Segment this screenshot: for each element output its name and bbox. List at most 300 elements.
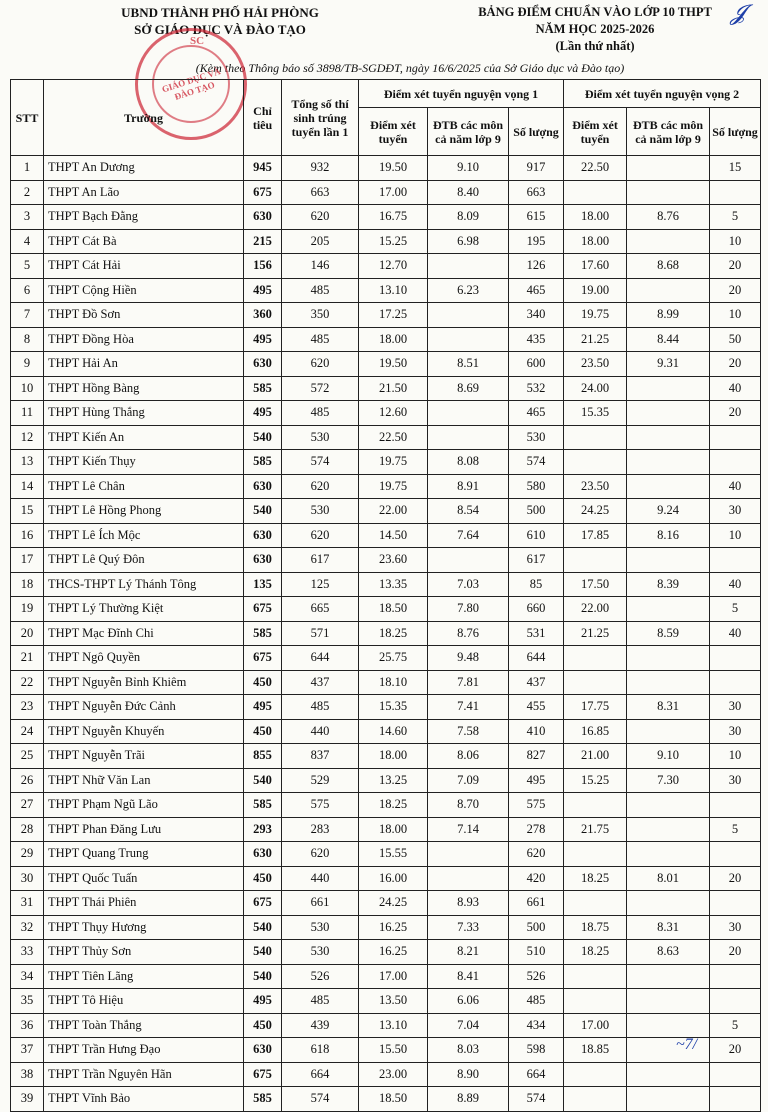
cell-chi-tieu: 495 (244, 327, 282, 352)
cell-nv2-diem: 21.25 (564, 327, 627, 352)
cell-nv2-soluong: 20 (710, 866, 761, 891)
cell-stt: 34 (11, 964, 44, 989)
cell-truong: THPT Thủy Sơn (44, 940, 244, 965)
cell-chi-tieu: 495 (244, 989, 282, 1014)
cell-nv1-soluong: 526 (509, 964, 564, 989)
cell-tong: 620 (282, 842, 359, 867)
cell-truong: THPT Lê Quý Đôn (44, 548, 244, 573)
cell-chi-tieu: 540 (244, 425, 282, 450)
cell-tong: 663 (282, 180, 359, 205)
cell-chi-tieu: 585 (244, 376, 282, 401)
cell-chi-tieu: 450 (244, 866, 282, 891)
cell-nv1-diem: 18.00 (359, 817, 428, 842)
cell-nv2-dtb: 8.99 (627, 303, 710, 328)
table-row (11, 719, 761, 744)
cell-nv1-diem: 17.00 (359, 180, 428, 205)
cell-truong: THPT Nguyễn Khuyến (44, 719, 244, 744)
table-row (11, 866, 761, 891)
cell-tong: 574 (282, 450, 359, 475)
cell-nv1-soluong: 455 (509, 695, 564, 720)
cell-truong: THPT Mạc Đĩnh Chi (44, 621, 244, 646)
cell-stt: 5 (11, 254, 44, 279)
cell-stt: 15 (11, 499, 44, 524)
cell-nv2-dtb: 9.10 (627, 744, 710, 769)
cell-nv2-dtb (627, 793, 710, 818)
cell-nv2-diem (564, 646, 627, 671)
cell-nv1-diem: 13.25 (359, 768, 428, 793)
cell-nv2-diem (564, 964, 627, 989)
cell-chi-tieu: 585 (244, 1087, 282, 1112)
col-nv2-diem: Điểm xét tuyển (564, 108, 627, 156)
col-nv1-dtb: ĐTB các môn cả năm lớp 9 (428, 108, 509, 156)
cell-stt: 18 (11, 572, 44, 597)
cell-nv1-dtb (428, 254, 509, 279)
cell-nv1-soluong: 661 (509, 891, 564, 916)
cell-nv2-soluong (710, 425, 761, 450)
cell-nv1-dtb (428, 548, 509, 573)
cell-nv1-soluong: 531 (509, 621, 564, 646)
cell-truong: THPT Nhữ Văn Lan (44, 768, 244, 793)
cell-chi-tieu: 630 (244, 1038, 282, 1063)
cell-nv1-soluong: 615 (509, 205, 564, 230)
cell-stt: 6 (11, 278, 44, 303)
cell-nv1-dtb: 7.03 (428, 572, 509, 597)
cell-nv2-soluong (710, 548, 761, 573)
cell-truong: THPT Phạm Ngũ Lão (44, 793, 244, 818)
cell-nv2-soluong: 20 (710, 278, 761, 303)
cell-truong: THPT Hồng Bàng (44, 376, 244, 401)
cell-nv2-diem: 17.85 (564, 523, 627, 548)
cell-nv1-dtb: 8.06 (428, 744, 509, 769)
cell-tong: 530 (282, 499, 359, 524)
cell-nv2-soluong: 15 (710, 156, 761, 181)
col-chi-tieu: Chỉ tiêu (244, 80, 282, 156)
cell-nv1-dtb: 8.76 (428, 621, 509, 646)
cell-nv1-diem: 23.60 (359, 548, 428, 573)
cell-nv2-diem: 18.00 (564, 229, 627, 254)
table-row (11, 989, 761, 1014)
cell-nv1-dtb: 7.09 (428, 768, 509, 793)
cell-nv1-dtb: 8.69 (428, 376, 509, 401)
cell-nv1-soluong: 917 (509, 156, 564, 181)
cell-tong: 526 (282, 964, 359, 989)
cell-tong: 440 (282, 866, 359, 891)
cell-nv2-soluong (710, 646, 761, 671)
cell-truong: THPT Quốc Tuấn (44, 866, 244, 891)
cell-nv1-soluong: 85 (509, 572, 564, 597)
cell-nv2-dtb (627, 1062, 710, 1087)
cell-nv1-diem: 19.75 (359, 474, 428, 499)
cell-tong: 664 (282, 1062, 359, 1087)
cell-chi-tieu: 540 (244, 940, 282, 965)
seal-text: GIÁO DỤC VÀ ĐÀO TẠO (160, 66, 222, 102)
cell-nv2-dtb: 8.31 (627, 695, 710, 720)
cell-nv1-diem: 14.60 (359, 719, 428, 744)
table-row (11, 793, 761, 818)
cell-chi-tieu: 450 (244, 670, 282, 695)
document-subtitle: (Kèm theo Thông báo số 3898/TB-SGDĐT, ngày 16/6/2025 của Sở Giáo dục và Đào tạo) (195, 61, 625, 75)
cell-nv1-dtb (428, 425, 509, 450)
cell-truong: THPT Cát Hải (44, 254, 244, 279)
cell-nv1-diem: 15.50 (359, 1038, 428, 1063)
cell-truong: THPT Cộng Hiền (44, 278, 244, 303)
cell-nv2-dtb: 9.31 (627, 352, 710, 377)
cell-nv1-dtb: 8.90 (428, 1062, 509, 1087)
cell-nv2-soluong: 10 (710, 523, 761, 548)
cell-nv2-diem: 15.35 (564, 401, 627, 426)
cell-truong: THPT Cát Bà (44, 229, 244, 254)
cell-nv1-diem: 13.35 (359, 572, 428, 597)
table-row (11, 303, 761, 328)
cell-nv2-diem: 24.25 (564, 499, 627, 524)
cell-truong: THPT Trần Hưng Đạo (44, 1038, 244, 1063)
table-row (11, 1013, 761, 1038)
cell-nv1-soluong: 617 (509, 548, 564, 573)
cell-nv1-soluong: 437 (509, 670, 564, 695)
table-row (11, 523, 761, 548)
cell-nv1-soluong: 663 (509, 180, 564, 205)
cell-chi-tieu: 585 (244, 450, 282, 475)
cell-nv2-soluong (710, 450, 761, 475)
cell-stt: 31 (11, 891, 44, 916)
cell-tong: 618 (282, 1038, 359, 1063)
cell-nv1-dtb (428, 842, 509, 867)
cell-stt: 11 (11, 401, 44, 426)
cell-nv2-soluong: 10 (710, 229, 761, 254)
cell-stt: 3 (11, 205, 44, 230)
cell-nv2-dtb (627, 891, 710, 916)
cell-nv1-dtb: 8.51 (428, 352, 509, 377)
cell-nv2-diem (564, 1062, 627, 1087)
cell-nv1-dtb: 6.98 (428, 229, 509, 254)
cell-nv2-dtb (627, 548, 710, 573)
cell-nv2-soluong: 30 (710, 768, 761, 793)
table-row (11, 1062, 761, 1087)
cell-nv1-soluong: 435 (509, 327, 564, 352)
cell-nv1-diem: 18.50 (359, 597, 428, 622)
cell-stt: 25 (11, 744, 44, 769)
cell-nv2-soluong: 5 (710, 597, 761, 622)
cell-tong: 440 (282, 719, 359, 744)
cell-nv2-diem (564, 450, 627, 475)
cell-nv1-dtb: 8.09 (428, 205, 509, 230)
cell-tong: 437 (282, 670, 359, 695)
cell-nv2-soluong: 40 (710, 621, 761, 646)
cell-truong: THPT Phan Đăng Lưu (44, 817, 244, 842)
cell-nv2-dtb (627, 376, 710, 401)
cell-tong: 620 (282, 523, 359, 548)
cell-nv1-soluong: 434 (509, 1013, 564, 1038)
cell-nv2-dtb: 9.24 (627, 499, 710, 524)
cell-tong: 575 (282, 793, 359, 818)
cell-nv1-diem: 13.10 (359, 1013, 428, 1038)
cell-chi-tieu: 540 (244, 768, 282, 793)
cell-nv2-soluong: 30 (710, 499, 761, 524)
cell-nv1-diem: 15.35 (359, 695, 428, 720)
cell-nv2-dtb: 8.01 (627, 866, 710, 891)
cell-nv2-soluong: 40 (710, 474, 761, 499)
score-table (10, 79, 761, 1112)
cell-chi-tieu: 156 (244, 254, 282, 279)
cell-stt: 7 (11, 303, 44, 328)
cell-nv1-soluong: 500 (509, 499, 564, 524)
cell-nv1-soluong: 574 (509, 450, 564, 475)
cell-nv1-diem: 15.25 (359, 229, 428, 254)
cell-stt: 32 (11, 915, 44, 940)
table-row (11, 254, 761, 279)
cell-nv2-dtb (627, 474, 710, 499)
cell-truong: THPT Quang Trung (44, 842, 244, 867)
cell-nv2-diem: 21.25 (564, 621, 627, 646)
cell-nv2-diem: 17.75 (564, 695, 627, 720)
cell-nv1-dtb: 8.41 (428, 964, 509, 989)
cell-nv2-dtb (627, 1038, 710, 1063)
cell-chi-tieu: 630 (244, 842, 282, 867)
cell-nv2-diem (564, 180, 627, 205)
cell-truong: THPT Ngô Quyền (44, 646, 244, 671)
cell-nv1-dtb: 9.48 (428, 646, 509, 671)
cell-nv1-soluong: 532 (509, 376, 564, 401)
cell-nv2-diem (564, 989, 627, 1014)
table-row (11, 474, 761, 499)
cell-nv2-dtb (627, 646, 710, 671)
cell-nv1-soluong: 620 (509, 842, 564, 867)
cell-chi-tieu: 630 (244, 205, 282, 230)
cell-nv2-soluong (710, 842, 761, 867)
cell-nv1-dtb (428, 866, 509, 891)
table-row (11, 670, 761, 695)
col-group-nv1: Điểm xét tuyển nguyện vọng 1 (359, 80, 564, 108)
cell-nv1-diem: 16.00 (359, 866, 428, 891)
cell-nv2-diem: 22.00 (564, 597, 627, 622)
cell-tong: 574 (282, 1087, 359, 1112)
cell-nv2-soluong: 30 (710, 695, 761, 720)
cell-nv1-dtb: 8.91 (428, 474, 509, 499)
cell-nv2-diem: 21.00 (564, 744, 627, 769)
cell-nv2-soluong: 20 (710, 254, 761, 279)
cell-stt: 1 (11, 156, 44, 181)
cell-nv1-dtb: 7.33 (428, 915, 509, 940)
cell-stt: 8 (11, 327, 44, 352)
cell-tong: 572 (282, 376, 359, 401)
cell-truong: THCS-THPT Lý Thánh Tông (44, 572, 244, 597)
cell-nv2-dtb (627, 670, 710, 695)
cell-truong: THPT An Dương (44, 156, 244, 181)
cell-nv2-diem: 17.60 (564, 254, 627, 279)
cell-nv2-dtb: 8.63 (627, 940, 710, 965)
title-block (430, 4, 760, 55)
cell-stt: 36 (11, 1013, 44, 1038)
table-row (11, 915, 761, 940)
cell-nv1-diem: 23.00 (359, 1062, 428, 1087)
table-row (11, 352, 761, 377)
table-row (11, 842, 761, 867)
cell-truong: THPT Bạch Đằng (44, 205, 244, 230)
cell-nv2-dtb (627, 156, 710, 181)
table-row (11, 768, 761, 793)
cell-nv2-diem: 18.75 (564, 915, 627, 940)
table-row (11, 499, 761, 524)
cell-tong: 837 (282, 744, 359, 769)
cell-nv1-dtb: 6.06 (428, 989, 509, 1014)
cell-nv1-diem: 18.00 (359, 744, 428, 769)
cell-truong: THPT Kiến Thụy (44, 450, 244, 475)
cell-nv1-dtb (428, 401, 509, 426)
issuer-line1: UBND THÀNH PHỐ HẢI PHÒNG (121, 5, 319, 20)
col-nv1-diem: Điểm xét tuyển (359, 108, 428, 156)
cell-nv1-soluong: 195 (509, 229, 564, 254)
col-nv2-soluong: Số lượng (710, 108, 761, 156)
cell-nv1-dtb: 7.80 (428, 597, 509, 622)
cell-nv2-diem: 22.50 (564, 156, 627, 181)
cell-tong: 530 (282, 940, 359, 965)
cell-tong: 661 (282, 891, 359, 916)
cell-tong: 485 (282, 327, 359, 352)
cell-stt: 24 (11, 719, 44, 744)
cell-nv1-dtb: 7.14 (428, 817, 509, 842)
cell-tong: 529 (282, 768, 359, 793)
cell-tong: 620 (282, 474, 359, 499)
cell-nv2-dtb (627, 180, 710, 205)
cell-tong: 439 (282, 1013, 359, 1038)
cell-nv2-dtb (627, 425, 710, 450)
cell-chi-tieu: 855 (244, 744, 282, 769)
cell-chi-tieu: 630 (244, 352, 282, 377)
cell-nv1-diem: 25.75 (359, 646, 428, 671)
cell-nv2-diem (564, 548, 627, 573)
cell-nv2-soluong: 5 (710, 817, 761, 842)
cell-stt: 33 (11, 940, 44, 965)
table-row (11, 817, 761, 842)
table-row (11, 450, 761, 475)
cell-stt: 26 (11, 768, 44, 793)
cell-nv2-dtb (627, 278, 710, 303)
cell-tong: 205 (282, 229, 359, 254)
cell-nv1-soluong: 340 (509, 303, 564, 328)
school-year: NĂM HỌC 2025-2026 (535, 22, 655, 36)
cell-chi-tieu: 293 (244, 817, 282, 842)
cell-chi-tieu: 215 (244, 229, 282, 254)
cell-nv1-diem: 22.00 (359, 499, 428, 524)
table-row (11, 229, 761, 254)
table-row (11, 1087, 761, 1112)
cell-truong: THPT Đồ Sơn (44, 303, 244, 328)
table-row (11, 327, 761, 352)
cell-nv2-diem (564, 793, 627, 818)
cell-nv2-diem (564, 670, 627, 695)
cell-nv1-soluong: 278 (509, 817, 564, 842)
cell-tong: 665 (282, 597, 359, 622)
cell-nv1-diem: 24.25 (359, 891, 428, 916)
table-row (11, 1038, 761, 1063)
table-row (11, 646, 761, 671)
cell-nv1-soluong: 827 (509, 744, 564, 769)
cell-nv2-dtb: 8.59 (627, 621, 710, 646)
cell-nv2-soluong: 20 (710, 940, 761, 965)
cell-nv1-soluong: 500 (509, 915, 564, 940)
cell-nv2-soluong: 5 (710, 1013, 761, 1038)
cell-stt: 12 (11, 425, 44, 450)
cell-truong: THPT Trần Nguyên Hãn (44, 1062, 244, 1087)
cell-nv1-diem: 18.25 (359, 621, 428, 646)
cell-nv2-soluong: 10 (710, 744, 761, 769)
table-row (11, 401, 761, 426)
cell-nv1-diem: 18.00 (359, 327, 428, 352)
cell-chi-tieu: 450 (244, 1013, 282, 1038)
cell-chi-tieu: 675 (244, 1062, 282, 1087)
cell-truong: THPT An Lão (44, 180, 244, 205)
cell-nv1-soluong: 485 (509, 989, 564, 1014)
cell-truong: THPT Tiên Lãng (44, 964, 244, 989)
cell-nv2-soluong: 20 (710, 1038, 761, 1063)
cell-nv1-diem: 13.10 (359, 278, 428, 303)
table-row (11, 425, 761, 450)
cell-nv1-diem: 15.55 (359, 842, 428, 867)
cell-tong: 644 (282, 646, 359, 671)
cell-nv1-dtb: 7.64 (428, 523, 509, 548)
cell-stt: 23 (11, 695, 44, 720)
cell-nv2-soluong (710, 180, 761, 205)
cell-nv1-soluong: 610 (509, 523, 564, 548)
cell-tong: 485 (282, 401, 359, 426)
cell-nv2-diem: 19.00 (564, 278, 627, 303)
cell-nv1-diem: 17.00 (359, 964, 428, 989)
cell-nv1-soluong: 644 (509, 646, 564, 671)
cell-nv2-soluong (710, 1087, 761, 1112)
cell-nv1-dtb: 8.08 (428, 450, 509, 475)
cell-stt: 22 (11, 670, 44, 695)
cell-truong: THPT Nguyễn Trãi (44, 744, 244, 769)
cell-truong: THPT Kiến An (44, 425, 244, 450)
cell-nv2-dtb (627, 597, 710, 622)
cell-nv2-soluong: 5 (710, 205, 761, 230)
cell-nv1-dtb: 8.89 (428, 1087, 509, 1112)
cell-nv1-dtb (428, 303, 509, 328)
cell-tong: 617 (282, 548, 359, 573)
cell-tong: 620 (282, 205, 359, 230)
cell-chi-tieu: 540 (244, 964, 282, 989)
cell-tong: 350 (282, 303, 359, 328)
table-row (11, 891, 761, 916)
cell-nv1-soluong: 126 (509, 254, 564, 279)
cell-nv1-dtb: 7.81 (428, 670, 509, 695)
cell-tong: 530 (282, 915, 359, 940)
cell-nv1-dtb (428, 327, 509, 352)
cell-nv1-diem: 22.50 (359, 425, 428, 450)
cell-nv1-diem: 16.25 (359, 940, 428, 965)
cell-nv1-diem: 21.50 (359, 376, 428, 401)
cell-stt: 13 (11, 450, 44, 475)
cell-nv1-dtb: 9.10 (428, 156, 509, 181)
table-row (11, 964, 761, 989)
cell-nv2-dtb: 8.31 (627, 915, 710, 940)
cell-tong: 485 (282, 278, 359, 303)
cell-nv2-diem: 18.00 (564, 205, 627, 230)
cell-nv1-soluong: 465 (509, 278, 564, 303)
cell-chi-tieu: 585 (244, 621, 282, 646)
cell-nv2-diem: 17.50 (564, 572, 627, 597)
cell-tong: 485 (282, 989, 359, 1014)
cell-chi-tieu: 675 (244, 891, 282, 916)
cell-nv1-soluong: 420 (509, 866, 564, 891)
cell-nv1-dtb: 6.23 (428, 278, 509, 303)
table-row (11, 180, 761, 205)
cell-nv2-soluong: 30 (710, 719, 761, 744)
cell-nv2-diem (564, 1087, 627, 1112)
cell-chi-tieu: 540 (244, 499, 282, 524)
table-row (11, 156, 761, 181)
cell-nv2-soluong: 40 (710, 572, 761, 597)
